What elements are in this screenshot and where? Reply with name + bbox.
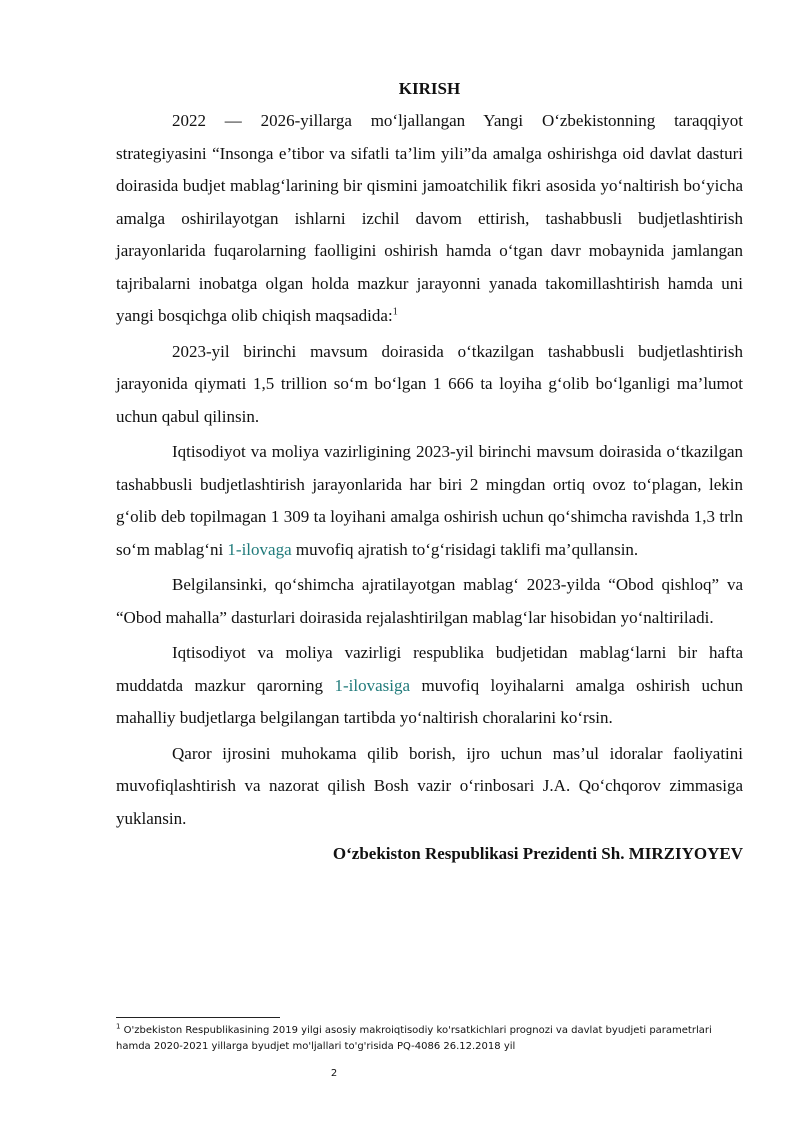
- paragraph-winners: [116, 336, 743, 434]
- paragraph-text: 2023-yil birinchi mavsum doirasida o‘tkazilgan tashabbusli budjetlashtirish jarayonida qiymati 1,5 trillion so‘m bo‘lgan 1 666 ta loyiha g‘olib bo‘lganligi ma’lumot uchun qabul qilinsin.: [116, 341, 743, 426]
- paragraph-text: 2022 — 2026-yillarga mo‘ljallangan Yangi O‘zbekistonning taraqqiyot strategiyasini “Insonga e’tibor va sifatli ta’lim yili”da amalga oshirishga oid davlat dasturi doirasida budjet mablag‘larining bir qismini jamoatchilik fikri asosida yo‘naltirish bo‘yicha amalga oshirilayotgan ishlarni izchil davom ettirish, tashabbusli budjetlashtirish jarayonlarida fuqarolarning faolligini oshirish hamda o‘tgan davr mobaynida jamlangan tajribalarni inobatga olgan holda mazkur jarayonni yanada takomillashtirish hamda uni yangi bosqichga olib chiqish maqsadida:: [116, 111, 743, 325]
- paragraph-preamble: [116, 105, 743, 333]
- footnote-marker: 1: [116, 1022, 121, 1031]
- paragraph-text: Qaror ijrosini muhokama qilib borish, ijro uchun mas’ul idoralar faoliyatini muvofiqlashtirish va nazorat qilish Bosh vazir o‘rinbosari J.A. Qo‘chqorov zimmasiga yuklansin.: [116, 743, 743, 828]
- signature-line: O‘zbekiston Respublikasi Prezidenti Sh. MIRZIYOYEV: [332, 844, 743, 863]
- footnote-text: O'zbekiston Respublikasining 2019 yilgi asosiy makroiqtisodiy ko'rsatkichlari prognozi va davlat byudjeti parametrlari hamda 2020-2021 yillarga byudjet mo'ljallari to'g'risida PQ-4086 26.12.2018 yil: [116, 1025, 712, 1052]
- annex-link[interactable]: 1-ilovasiga: [334, 675, 411, 695]
- annex-link[interactable]: 1-ilovaga: [227, 539, 292, 559]
- section-title: KIRISH: [398, 79, 461, 98]
- page-number: 2: [330, 1068, 338, 1079]
- paragraph-text-before-link: Iqtisodiyot va moliya vazirligining 2023-yil birinchi mavsum doirasida o‘tkazilgan tashabbusli budjetlashtirish jarayonlarida har biri 2 mingdan ortiq ovoz to‘plagan, lekin g‘olib deb topilmagan 1 309 ta loyihani amalga oshirish uchun qo‘shimcha ravishda 1,3 trln so‘m mablag‘ni: [116, 442, 743, 559]
- paragraph-funding-source: [116, 569, 743, 634]
- document-body: [116, 76, 743, 867]
- paragraph-allocation: [116, 637, 743, 735]
- footnote-reference[interactable]: 1: [392, 306, 398, 318]
- paragraph-additional-funding: [116, 436, 743, 566]
- footnote: [116, 1023, 743, 1055]
- paragraph-text-after-link: muvofiq ajratish to‘g‘risidagi taklifi ma’qullansin.: [291, 539, 639, 559]
- paragraph-text: Belgilansinki, qo‘shimcha ajratilayotgan mablag‘ 2023-yilda “Obod qishloq” va “Obod mahalla” dasturlari doirasida rejalashtirilgan mablag‘lar hisobidan yo‘naltiriladi.: [116, 575, 743, 627]
- paragraph-text-before-link: Iqtisodiyot va moliya vazirligi respublika budjetidan mablag‘larni bir hafta muddatda mazkur qarorning: [116, 643, 743, 695]
- footnote-divider: [116, 1017, 280, 1018]
- paragraph-text-after-link: muvofiq loyihalarni amalga oshirish uchun mahalliy budjetlarga belgilangan tartibda yo‘naltirish choralarini ko‘rsin.: [116, 675, 743, 727]
- paragraph-control: [116, 738, 743, 836]
